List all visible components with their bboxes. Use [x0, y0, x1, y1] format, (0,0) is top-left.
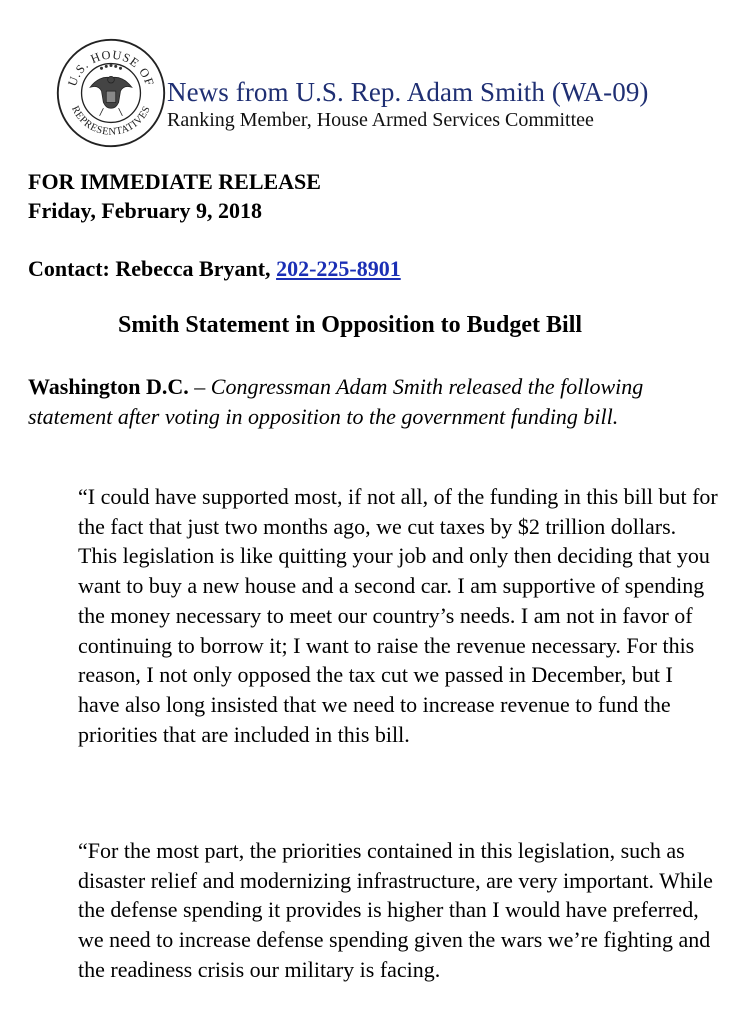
- svg-text:REPRESENTATIVES: REPRESENTATIVES: [69, 104, 153, 138]
- header-subtitle: Ranking Member, House Armed Services Committee: [167, 109, 594, 131]
- dateline-dash: –: [188, 374, 211, 399]
- header-title: News from U.S. Rep. Adam Smith (WA-09): [167, 77, 649, 107]
- svg-text:U.S. HOUSE OF: U.S. HOUSE OF: [65, 47, 157, 89]
- release-label: FOR IMMEDIATE RELEASE: [28, 169, 321, 194]
- contact-line: [28, 254, 401, 283]
- release-block: [28, 167, 321, 225]
- house-seal-logo: [54, 36, 168, 150]
- contact-label: Contact: Rebecca Bryant,: [28, 256, 271, 281]
- quote-paragraph: “I could have supported most, if not all, of the funding in this bill but for the fact that just two months ago, we cut taxes by $2 trillion dollars. This legislation is like quitting your job and only then deciding that you want to buy a new house and a second car. I am supportive of spending the money necessary to meet our country’s needs. I am not in favor of continuing to borrow it; I want to raise the revenue necessary. For this reason, I not only opposed the tax cut we passed in December, but I have also long insisted that we need to increase revenue to fund the priorities that are included in this bill.: [78, 484, 718, 747]
- dateline-lead: Congressman Adam Smith released the following statement after voting in opposition to the government funding bill.: [28, 374, 644, 429]
- contact-phone-link[interactable]: 202-225-8901: [276, 256, 401, 281]
- dateline-paragraph: [28, 372, 718, 431]
- quote-paragraph: “For the most part, the priorities contained in this legislation, such as disaster relief and modernizing infrastructure, are very important. While the defense spending it provides is higher than I would have preferred, we need to increase defense spending given the wars we’re fighting and the readiness crisis our military is facing.: [78, 838, 713, 982]
- dateline-place: Washington D.C.: [28, 374, 189, 399]
- headline: Smith Statement in Opposition to Budget Bill: [117, 312, 583, 338]
- release-date: Friday, February 9, 2018: [28, 198, 263, 223]
